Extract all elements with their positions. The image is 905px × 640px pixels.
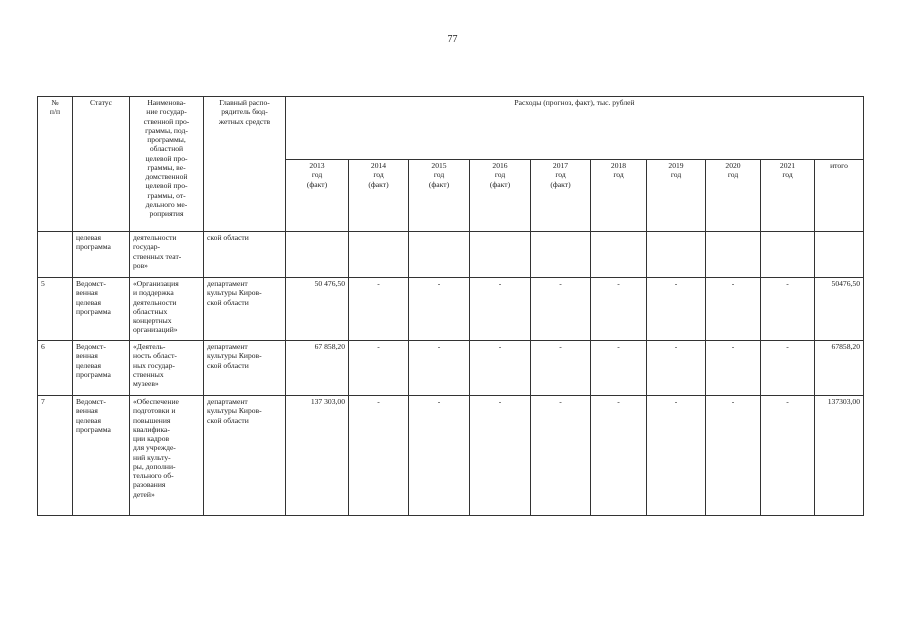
cell-value: - xyxy=(470,341,531,396)
cell-value xyxy=(706,232,761,278)
cell-name: «Организация и поддержка деятельности областных концертных организаций» xyxy=(130,278,204,341)
header-name: Наименова- ние государ- ственной про- граммы, под- программы, областной целевой про- граммы, ве- домственной целевой про- граммы, от- дельного ме- роприятия xyxy=(130,97,204,232)
header-expenses: Расходы (прогноз, факт), тыс. рублей xyxy=(286,97,864,160)
cell-value: - xyxy=(591,341,647,396)
cell-value xyxy=(761,232,815,278)
cell-value: - xyxy=(409,341,470,396)
cell-value xyxy=(409,232,470,278)
header-total: итого xyxy=(815,160,864,232)
header-year: 2021 год xyxy=(761,160,815,232)
cell-value xyxy=(647,232,706,278)
cell-name: «Деятель- ность област- ных государ- ственных музеев» xyxy=(130,341,204,396)
table-row-continuation xyxy=(38,232,864,278)
header-year: 2013 год (факт) xyxy=(286,160,349,232)
cell-value xyxy=(470,232,531,278)
cell-value xyxy=(286,232,349,278)
cell-value: - xyxy=(531,341,591,396)
cell-value: - xyxy=(470,278,531,341)
cell-value: - xyxy=(349,278,409,341)
cell-value: 50 476,50 xyxy=(286,278,349,341)
page-number: 77 xyxy=(447,34,458,45)
cell-value: - xyxy=(349,341,409,396)
cell-status: Ведомст- венная целевая программа xyxy=(73,396,130,516)
cell-value: - xyxy=(761,341,815,396)
cell-value xyxy=(531,232,591,278)
cell-value: - xyxy=(591,278,647,341)
header-year: 2015 год (факт) xyxy=(409,160,470,232)
cell-num: 5 xyxy=(38,278,73,341)
cell-value xyxy=(349,232,409,278)
cell-total: 137303,00 xyxy=(815,396,864,516)
cell-value: - xyxy=(531,278,591,341)
cell-value: - xyxy=(706,278,761,341)
cell-value: - xyxy=(647,278,706,341)
table-row xyxy=(38,396,864,516)
header-status: Статус xyxy=(73,97,130,232)
cell-status: целевая программа xyxy=(73,232,130,278)
cell-value: - xyxy=(349,396,409,516)
header-year: 2017 год (факт) xyxy=(531,160,591,232)
cell-value xyxy=(591,232,647,278)
cell-value: - xyxy=(409,278,470,341)
cell-num: 6 xyxy=(38,341,73,396)
cell-name: «Обеспечение подготовки и повышения квалифика- ции кадров для учрежде- ний культу- ры, дополни- тельного об- разования детей» xyxy=(130,396,204,516)
header-distributor: Главный распо- рядитель бюд- жетных средств xyxy=(204,97,286,232)
cell-name: деятельности государ- ственных теат- ров» xyxy=(130,232,204,278)
header-year: 2016 год (факт) xyxy=(470,160,531,232)
cell-total: 50476,50 xyxy=(815,278,864,341)
expenses-table xyxy=(37,96,864,516)
header-year: 2019 год xyxy=(647,160,706,232)
cell-value: - xyxy=(647,341,706,396)
table-row xyxy=(38,278,864,341)
header-year: 2020 год xyxy=(706,160,761,232)
header-year: 2018 год xyxy=(591,160,647,232)
cell-status: Ведомст- венная целевая программа xyxy=(73,278,130,341)
cell-value: - xyxy=(591,396,647,516)
table-row xyxy=(38,341,864,396)
cell-distributor: департамент культуры Киров- ской области xyxy=(204,278,286,341)
cell-distributor: ской области xyxy=(204,232,286,278)
cell-value: - xyxy=(761,396,815,516)
header-year: 2014 год (факт) xyxy=(349,160,409,232)
cell-value: - xyxy=(706,341,761,396)
cell-value: - xyxy=(761,278,815,341)
header-row xyxy=(38,97,864,160)
cell-status: Ведомст- венная целевая программа xyxy=(73,341,130,396)
header-num: № п/п xyxy=(38,97,73,232)
cell-value: - xyxy=(409,396,470,516)
cell-total: 67858,20 xyxy=(815,341,864,396)
cell-distributor: департамент культуры Киров- ской области xyxy=(204,341,286,396)
cell-num: 7 xyxy=(38,396,73,516)
cell-value: 67 858,20 xyxy=(286,341,349,396)
cell-num xyxy=(38,232,73,278)
cell-value: - xyxy=(470,396,531,516)
cell-total xyxy=(815,232,864,278)
cell-value: - xyxy=(706,396,761,516)
cell-value: - xyxy=(647,396,706,516)
cell-value: 137 303,00 xyxy=(286,396,349,516)
cell-value: - xyxy=(531,396,591,516)
cell-distributor: департамент культуры Киров- ской области xyxy=(204,396,286,516)
